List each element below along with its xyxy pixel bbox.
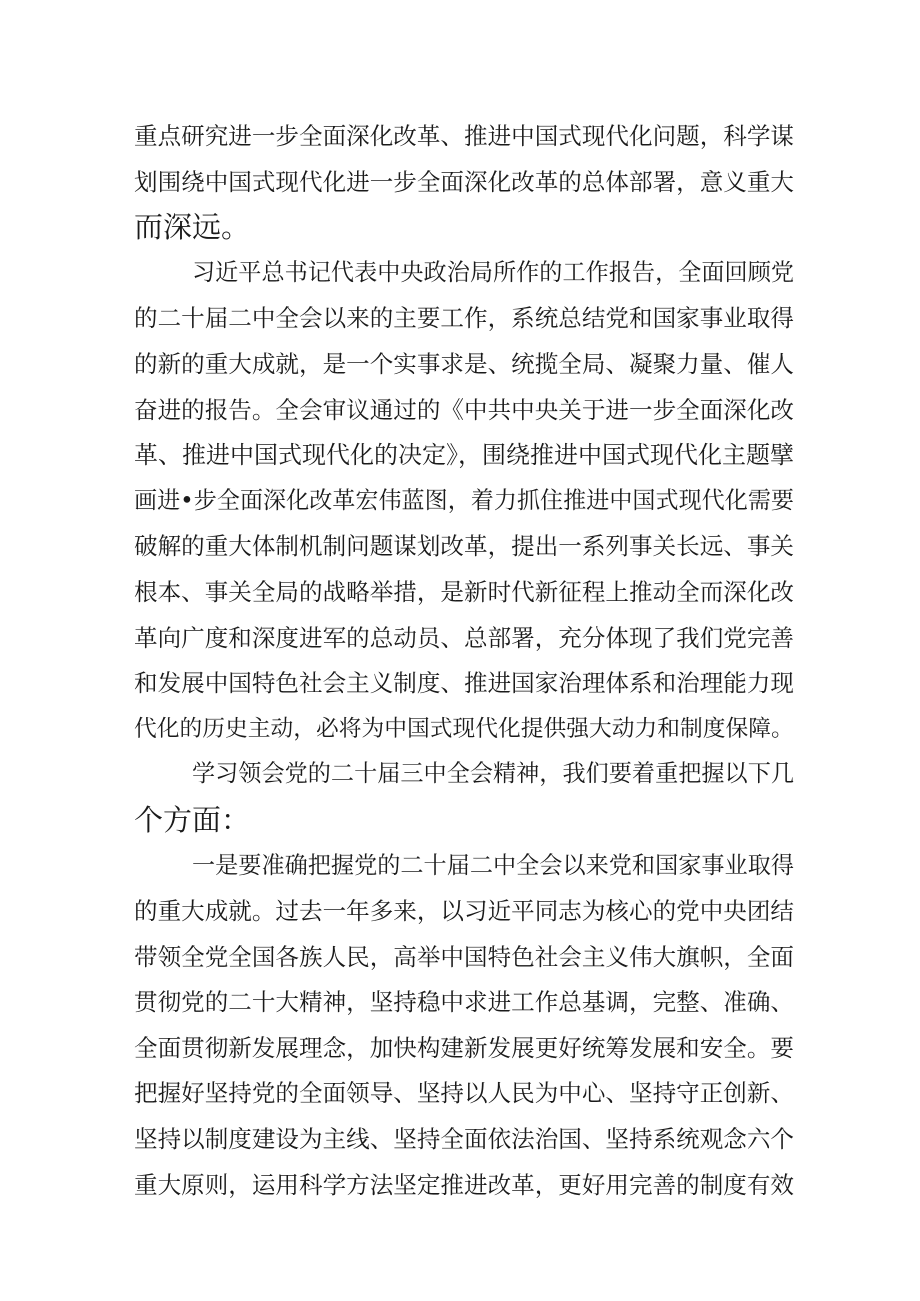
text-line: 的重大成就。过去一年多来，以习近平同志为核心的党中央团结 [134,897,794,926]
text-line: 学习领会党的二十届三中全会精神，我们要着重把握以下几 [192,761,794,788]
text-line: 重大原则，运用科学方法坚定推进改革，更好用完善的制度有效 [134,1170,794,1199]
text-line: 革向广度和深度进军的总动员、总部署，充分体现了我们党完善 [134,623,794,652]
text-line: 全面贯彻新发展理念，加快构建新发展更好统筹发展和安全。要 [134,1033,794,1062]
text-line: 的新的重大成就，是一个实事求是、统揽全局、凝聚力量、催人 [134,349,794,378]
text-line: 根本、事关全局的战略举措，是新时代新征程上推动全而深化改 [134,577,794,606]
body-text [134,114,794,1208]
text-line: 而深远。 [134,210,251,245]
text-line: 把握好坚持党的全面领导、坚持以人民为中心、坚持守正创新、 [134,1079,794,1108]
text-line: 代化的历史主动，必将为中国式现代化提供强大动力和制度保障。 [134,715,794,742]
text-line: 革、推进中国式现代化的决定》，围绕推进中国式现代化主题擘 [134,441,794,470]
text-line: 习近平总书记代表中央政治局所作的工作报告，全面回顾党 [192,259,794,286]
text-line: 画进•步全面深化改革宏伟蓝图，着力抓住推进中国式现代化需要 [134,487,794,514]
text-line: 贯彻党的二十大精神，坚持稳中求进工作总基调，完整、准确、 [134,988,794,1017]
text-line: 一是要准确把握党的二十届二中全会以来党和国家事业取得 [192,852,794,879]
text-line: 个方面： [134,802,251,837]
text-line: 破解的重大体制机制问题谋划改革，提出一系列事关长远、事关 [134,532,794,561]
text-line: 的二十届二中全会以来的主要工作，系统总结党和国家事业取得 [134,304,794,333]
text-line: 奋进的报告。全会审议通过的《中共中央关于进一步全面深化改 [134,395,794,424]
text-line: 带领全党全国各族人民，高举中国特色社会主义伟大旗帜，全面 [134,942,794,971]
text-line: 和发展中国特色社会主义制度、推进国家治理体系和治理能力现 [134,669,794,698]
text-line: 重点研究进一步全面深化改革、推进中国式现代化问题，科学谋 [134,122,794,150]
text-line: 坚持以制度建设为主线、坚持全面依法治国、坚持系统观念六个 [134,1125,794,1154]
text-line: 划围绕中国式现代化进一步全面深化改革的总体部署，意义重大 [134,167,794,196]
